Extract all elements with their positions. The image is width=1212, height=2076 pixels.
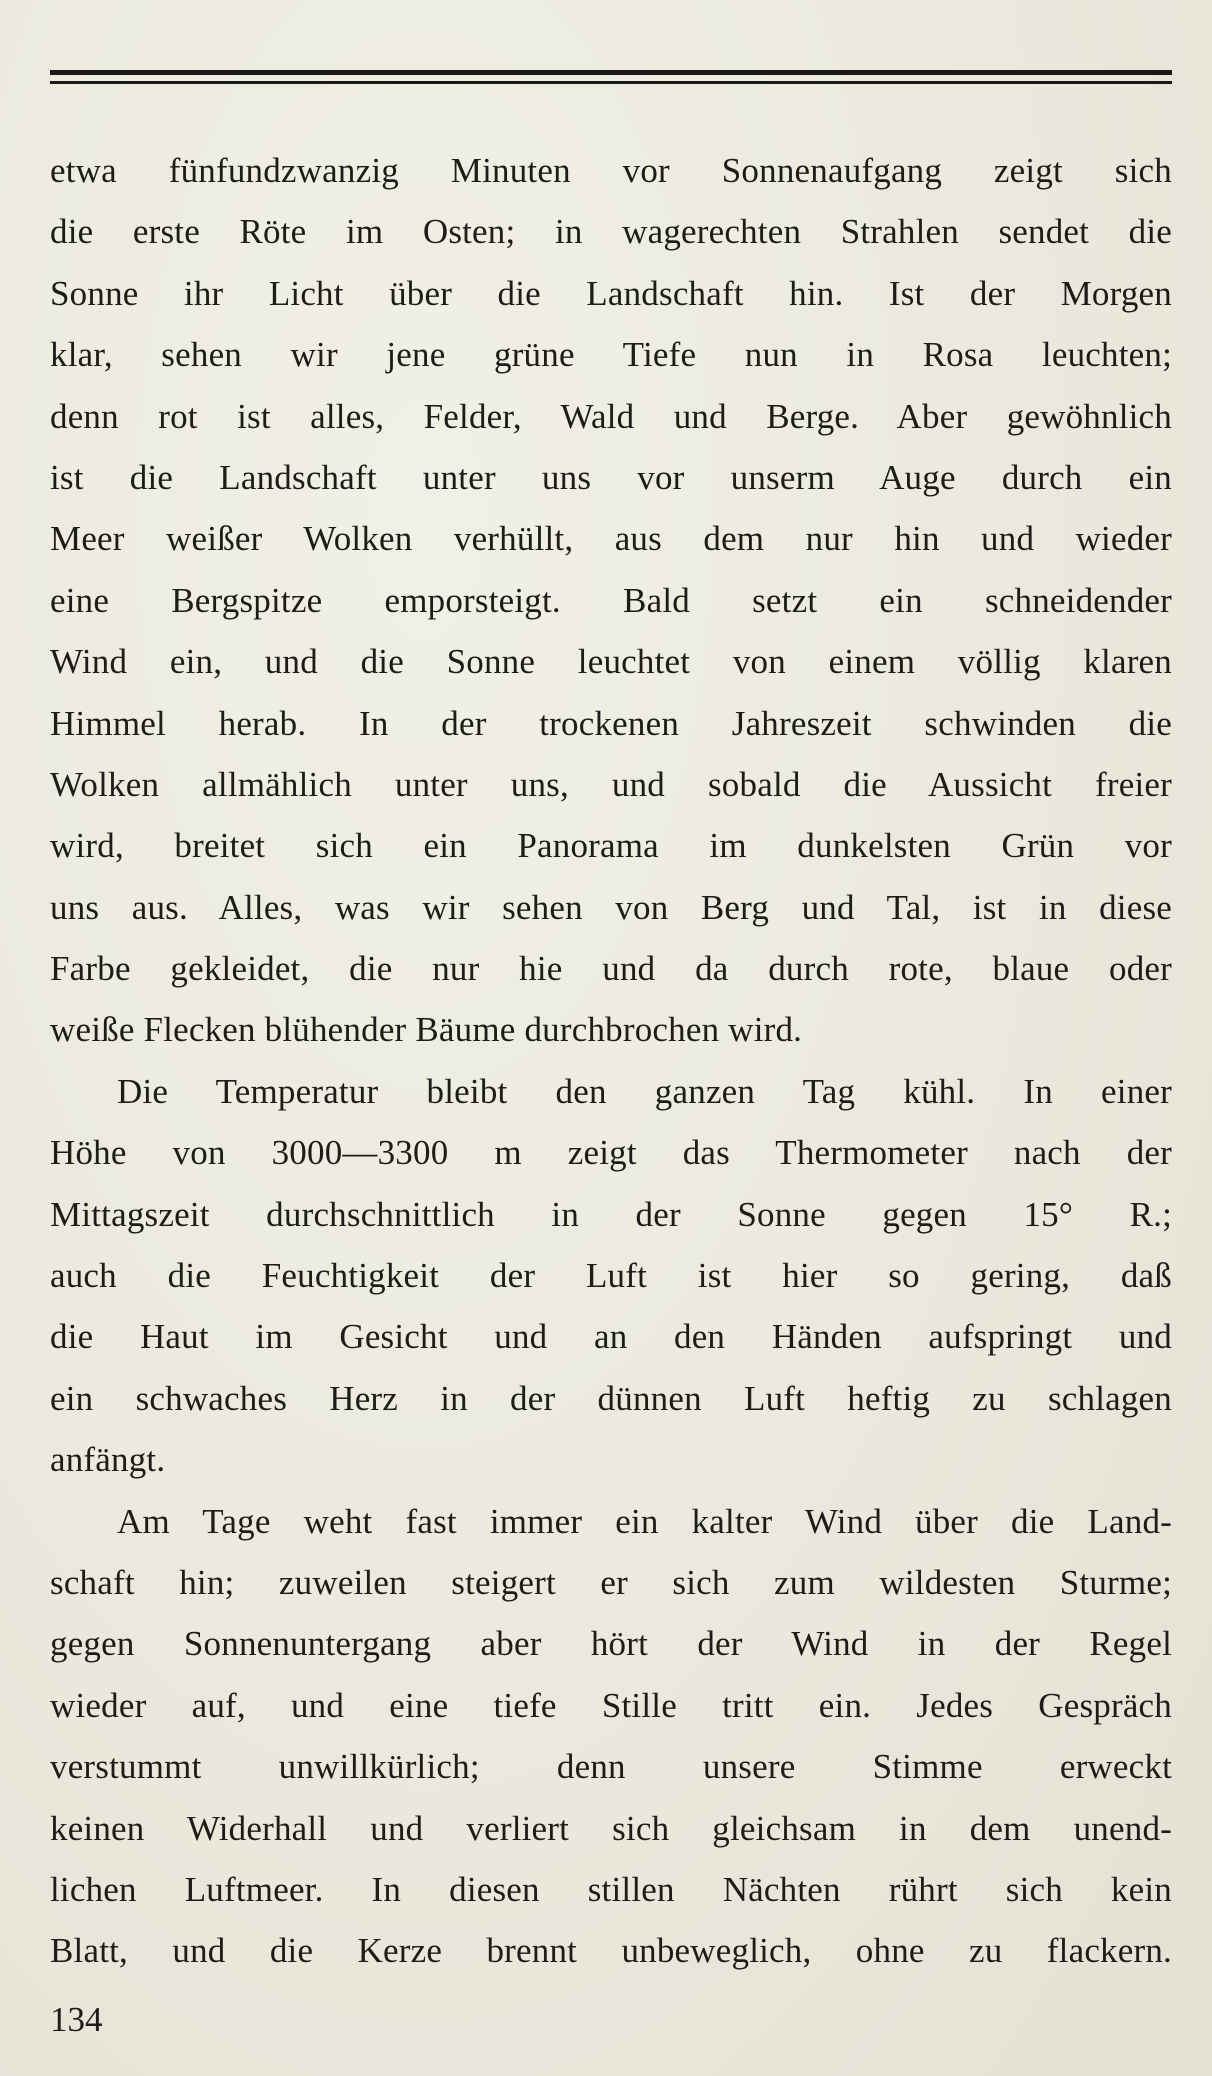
text-line: gegen Sonnenuntergang aber hört der Wind in der Regel bbox=[50, 1624, 1172, 1664]
text-line: lichen Luftmeer. In diesen stillen Nächten rührt sich kein bbox=[50, 1869, 1172, 1909]
text-line: Höhe von 3000—3300 m zeigt das Thermometer nach der bbox=[50, 1133, 1172, 1173]
header-rule-thin bbox=[50, 81, 1172, 84]
text-line: eine Bergspitze emporsteigt. Bald setzt ein schneidender bbox=[50, 580, 1172, 620]
text-line: Himmel herab. In der trockenen Jahreszeit schwinden die bbox=[50, 703, 1172, 743]
text-line: etwa fünfundzwanzig Minuten vor Sonnenaufgang zeigt sich bbox=[50, 151, 1172, 190]
text-line: ein schwaches Herz in der dünnen Luft heftig zu schlagen bbox=[50, 1378, 1172, 1418]
page-number: 134 bbox=[50, 2000, 103, 2039]
text-line: weiße Flecken blühender Bäume durchbrochen wird. bbox=[50, 1010, 803, 1050]
text-line: wieder auf, und eine tiefe Stille tritt ein. Jedes Gespräch bbox=[50, 1685, 1172, 1725]
text-line: denn rot ist alles, Felder, Wald und Berge. Aber gewöhnlich bbox=[50, 396, 1172, 436]
text-line: uns aus. Alles, was wir sehen von Berg und Tal, ist in diese bbox=[50, 887, 1172, 927]
text-line: die Haut im Gesicht und an den Händen aufspringt und bbox=[50, 1317, 1172, 1357]
text-line: Blatt, und die Kerze brennt unbeweglich, ohne zu flackern. bbox=[50, 1931, 1172, 1971]
body-text bbox=[50, 140, 1172, 1982]
header-rule-thick bbox=[50, 70, 1172, 75]
text-line: Mittagszeit durchschnittlich in der Sonne gegen 15° R.; bbox=[50, 1194, 1172, 1234]
text-line: Am Tage weht fast immer ein kalter Wind über die Land- bbox=[117, 1501, 1172, 1541]
text-line: klar, sehen wir jene grüne Tiefe nun in Rosa leuchten; bbox=[50, 335, 1172, 375]
text-line: anfängt. bbox=[50, 1440, 166, 1480]
text-line: wird, breitet sich ein Panorama im dunkelsten Grün vor bbox=[50, 826, 1172, 866]
text-line: verstummt unwillkürlich; denn unsere Stimme erweckt bbox=[50, 1747, 1172, 1787]
text-line: Farbe gekleidet, die nur hie und da durch rote, blaue oder bbox=[50, 949, 1172, 989]
text-line: Wolken allmählich unter uns, und sobald die Aussicht freier bbox=[50, 764, 1172, 804]
text-line: Meer weißer Wolken verhüllt, aus dem nur hin und wieder bbox=[50, 519, 1172, 559]
text-line: die erste Röte im Osten; in wagerechten Strahlen sendet die bbox=[50, 212, 1172, 252]
text-line: ist die Landschaft unter uns vor unserm Auge durch ein bbox=[50, 457, 1172, 497]
text-line: auch die Feuchtigkeit der Luft ist hier so gering, daß bbox=[50, 1256, 1172, 1296]
text-line: Die Temperatur bleibt den ganzen Tag kühl. In einer bbox=[117, 1071, 1172, 1111]
text-line: keinen Widerhall und verliert sich gleichsam in dem unend- bbox=[50, 1808, 1172, 1848]
text-line: Sonne ihr Licht über die Landschaft hin. Ist der Morgen bbox=[50, 273, 1172, 313]
text-line: Wind ein, und die Sonne leuchtet von einem völlig klaren bbox=[50, 642, 1172, 682]
text-line: schaft hin; zuweilen steigert er sich zum wildesten Sturme; bbox=[50, 1562, 1172, 1602]
